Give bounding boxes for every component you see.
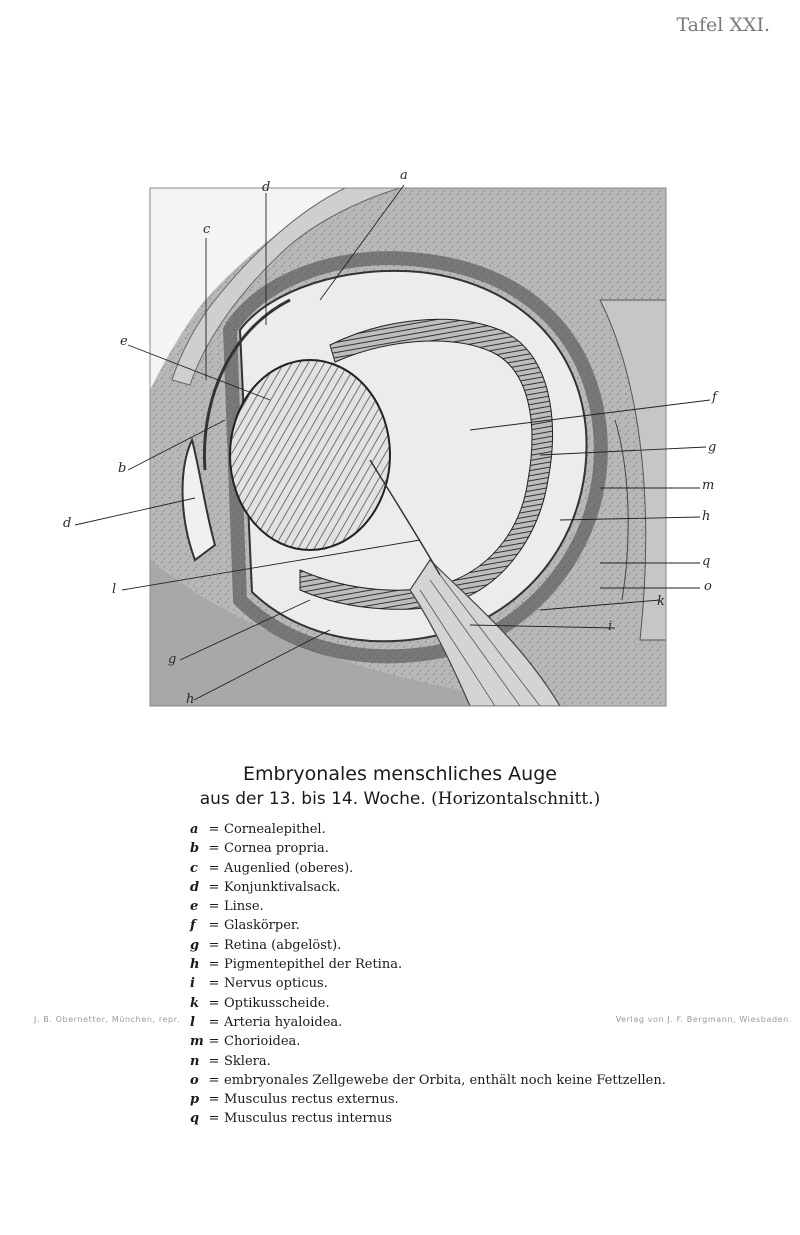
figure-subtitle bbox=[0, 789, 800, 809]
label-h-bottom: h bbox=[186, 692, 195, 707]
legend-key: e bbox=[190, 899, 199, 915]
legend-text: Chorioidea. bbox=[224, 1034, 301, 1050]
legend-text: Pigmentepithel der Retina. bbox=[224, 957, 403, 973]
legend-text: Glaskörper. bbox=[224, 918, 300, 934]
label-k: k bbox=[657, 594, 665, 609]
label-g-right: g bbox=[708, 440, 717, 455]
legend-text: Optikusscheide. bbox=[224, 995, 330, 1011]
legend-text: Arteria hyaloidea. bbox=[224, 1014, 343, 1030]
legend-row: e = Linse. bbox=[190, 897, 750, 916]
plate-number: Tafel XXI. bbox=[676, 14, 770, 36]
legend-key: o bbox=[190, 1072, 199, 1088]
subtitle-main: aus der 13. bis 14. Woche. bbox=[199, 789, 426, 809]
printer-credit: J. B. Obernetter, München, repr. bbox=[34, 1015, 181, 1024]
label-h-right: h bbox=[702, 509, 711, 524]
legend-row: k = Optikusscheide. bbox=[190, 994, 750, 1013]
legend-key: b bbox=[190, 841, 200, 857]
legend-row: c = Augenlied (oberes). bbox=[190, 859, 750, 878]
legend-text: Konjunktivalsack. bbox=[224, 879, 341, 895]
legend-text: Musculus rectus externus. bbox=[224, 1092, 399, 1108]
legend-row: q = Musculus rectus internus bbox=[190, 1109, 750, 1128]
legend-key: c bbox=[190, 860, 198, 876]
figure-title: Embryonales menschliches Auge bbox=[243, 763, 557, 785]
legend-row: b = Cornea propria. bbox=[190, 839, 750, 858]
label-d-top: d bbox=[262, 180, 271, 195]
legend-row: l = Arteria hyaloidea. bbox=[190, 1013, 750, 1032]
legend-text: Linse. bbox=[224, 899, 264, 915]
label-q: q bbox=[702, 554, 711, 569]
legend-key: n bbox=[190, 1053, 200, 1069]
label-f: f bbox=[712, 390, 717, 405]
legend-key: f bbox=[190, 918, 196, 934]
legend-key: l bbox=[190, 1014, 195, 1030]
legend-text: Musculus rectus internus bbox=[224, 1111, 393, 1127]
legend-text: Nervus opticus. bbox=[224, 976, 328, 992]
legend-key: g bbox=[190, 937, 200, 953]
legend-row: a = Cornealepithel. bbox=[190, 820, 750, 839]
label-d-left: d bbox=[63, 516, 72, 531]
label-m: m bbox=[702, 478, 715, 493]
legend-row: o = embryonales Zellgewebe der Orbita, enthält noch keine Fettzellen. bbox=[190, 1071, 750, 1090]
legend-row: m = Chorioidea. bbox=[190, 1032, 750, 1051]
legend-key: k bbox=[190, 995, 200, 1011]
legend-text: Augenlied (oberes). bbox=[224, 860, 354, 876]
legend-text: Retina (abgelöst). bbox=[224, 937, 342, 953]
label-l: l bbox=[112, 582, 117, 597]
legend-key: p bbox=[190, 1092, 200, 1108]
label-a: a bbox=[400, 168, 408, 183]
lens bbox=[230, 360, 390, 550]
label-i: i bbox=[608, 619, 613, 634]
legend-text: Cornea propria. bbox=[224, 841, 329, 857]
legend-key: q bbox=[190, 1111, 200, 1127]
legend-key: d bbox=[190, 879, 200, 895]
legend-row: g = Retina (abgelöst). bbox=[190, 936, 750, 955]
legend-key: i bbox=[190, 976, 195, 992]
legend-row: i = Nervus opticus. bbox=[190, 974, 750, 993]
legend-text: embryonales Zellgewebe der Orbita, enthält noch keine Fettzellen. bbox=[224, 1072, 666, 1088]
legend-text: Sklera. bbox=[224, 1053, 271, 1069]
legend-key: a bbox=[190, 822, 199, 837]
label-g-bottom: g bbox=[168, 652, 177, 667]
legend-text: Cornealepithel. bbox=[224, 822, 326, 837]
publisher-credit: Verlag von J. F. Bergmann, Wiesbaden. bbox=[615, 1015, 792, 1024]
legend-row: n = Sklera. bbox=[190, 1052, 750, 1071]
label-c: c bbox=[203, 222, 211, 237]
legend bbox=[190, 820, 750, 1129]
label-b: b bbox=[118, 461, 127, 476]
legend-key: h bbox=[190, 957, 200, 973]
legend-row: h = Pigmentepithel der Retina. bbox=[190, 955, 750, 974]
legend-row: p = Musculus rectus externus. bbox=[190, 1090, 750, 1109]
legend-key: m bbox=[190, 1034, 204, 1050]
legend-row: d = Konjunktivalsack. bbox=[190, 878, 750, 897]
label-o: o bbox=[704, 579, 712, 594]
legend-row: f = Glaskörper. bbox=[190, 916, 750, 935]
label-e: e bbox=[120, 334, 128, 349]
subtitle-parenthetical: (Horizontalschnitt.) bbox=[431, 789, 601, 809]
